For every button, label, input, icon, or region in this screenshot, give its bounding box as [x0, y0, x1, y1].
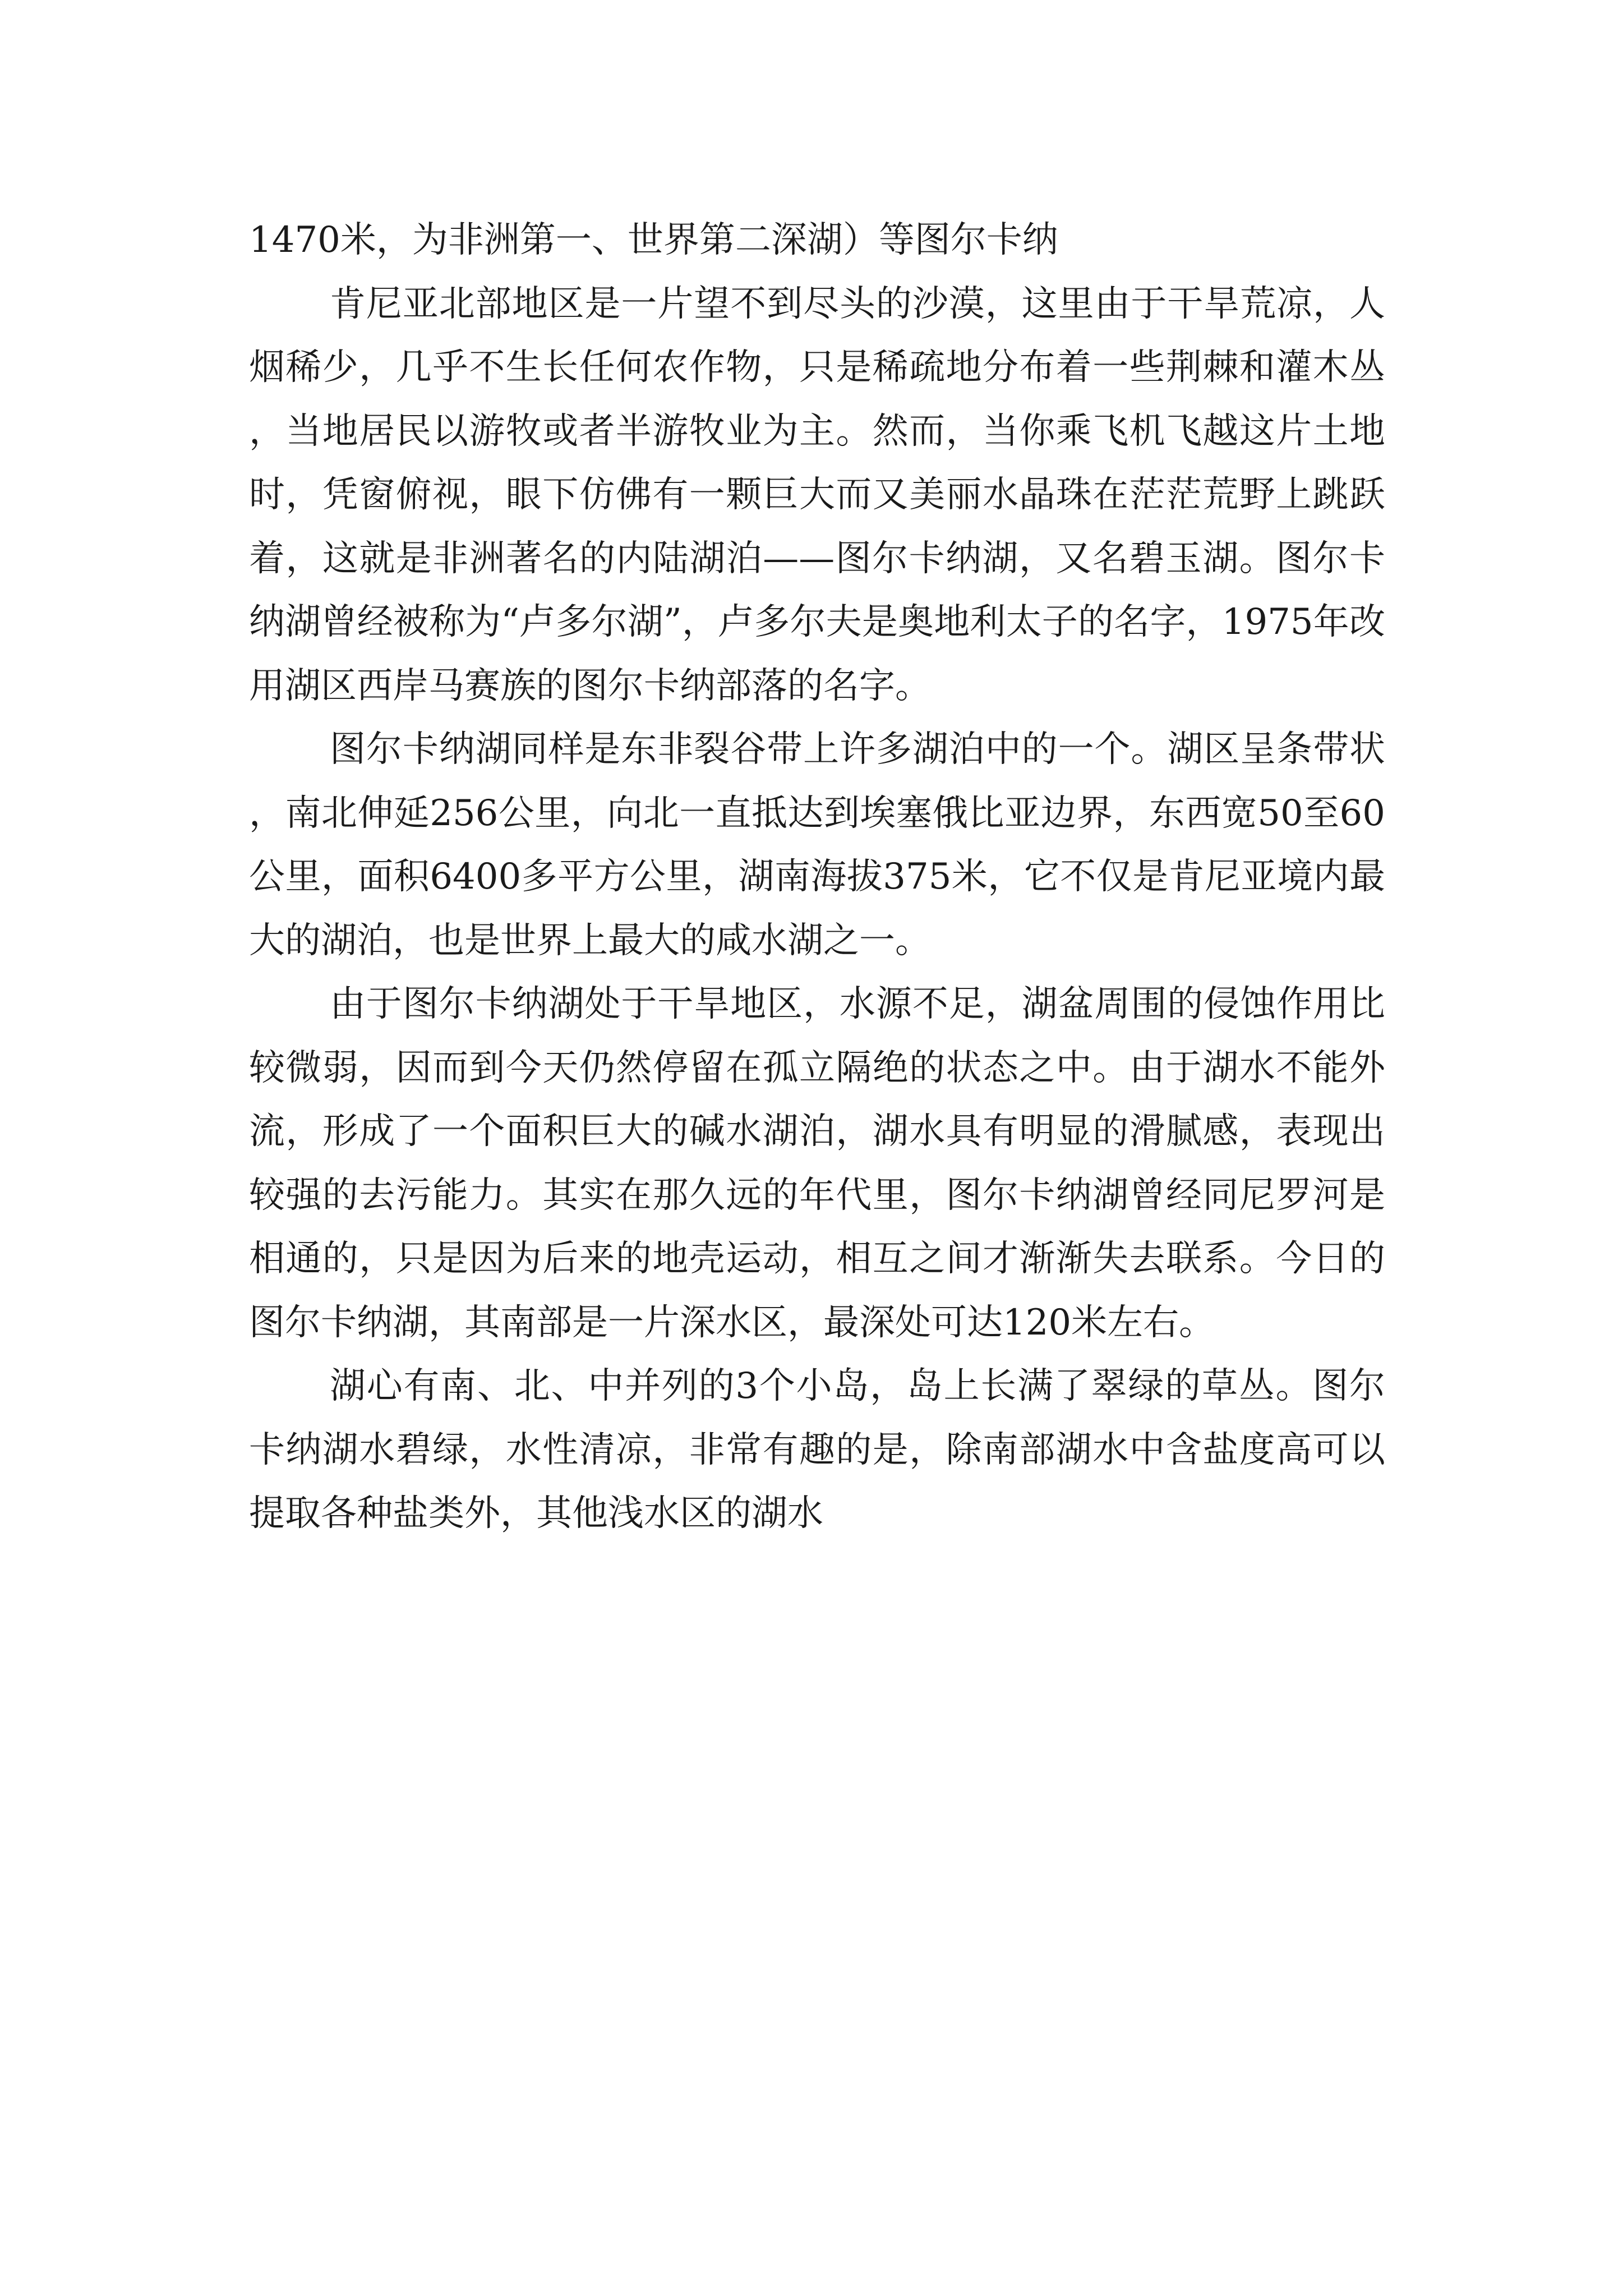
paragraph-lake-geography: 图尔卡纳湖同样是东非裂谷带上许多湖泊中的一个。湖区呈条带状，南北伸延256公里，向北一直抵达到埃塞俄比亚边界，东西宽50至60公里，面积6400多平方公里，湖南海拔375米，它不仅是肯尼亚境内最大的湖泊，也是世界上最大的咸水湖之一。	[249, 729, 1385, 961]
paragraph-northern-kenya: 肯尼亚北部地区是一片望不到尽头的沙漠，这里由于干旱荒凉，人烟稀少，几乎不生长任何农作物，只是稀疏地分布着一些荆棘和灌木丛，当地居民以游牧或者半游牧业为主。然而，当你乘飞机飞越这片土地时，凭窗俯视，眼下仿佛有一颗巨大而又美丽水晶珠在茫茫荒野上跳跃着，这就是非洲著名的内陆湖泊——图尔卡纳湖，又名碧玉湖。图尔卡纳湖曾经被称为“卢多尔湖”，卢多尔夫是奥地利太子的名字，1975年改用湖区西岸马赛族的图尔卡纳部落的名字。	[249, 283, 1385, 707]
article-body	[249, 209, 1385, 1546]
paragraph-islands: 湖心有南、北、中并列的3个小岛，岛上长满了翠绿的草丛。图尔卡纳湖水碧绿，水性清凉，非常有趣的是，除南部湖水中含盐度高可以提取各种盐类外，其他浅水区的湖水	[249, 1365, 1385, 1534]
paragraph-alkaline-lake: 由于图尔卡纳湖处于干旱地区，水源不足，湖盆周围的侵蚀作用比较微弱，因而到今天仍然停留在孤立隔绝的状态之中。由于湖水不能外流，形成了一个面积巨大的碱水湖泊，湖水具有明显的滑腻感，表现出较强的去污能力。其实在那久远的年代里，图尔卡纳湖曾经同尼罗河是相通的，只是因为后来的地壳运动，相互之间才渐渐失去联系。今日的图尔卡纳湖，其南部是一片深水区，最深处可达120米左右。	[249, 983, 1385, 1343]
paragraph-continuation: 1470米，为非洲第一、世界第二深湖）等图尔卡纳	[249, 219, 1058, 261]
